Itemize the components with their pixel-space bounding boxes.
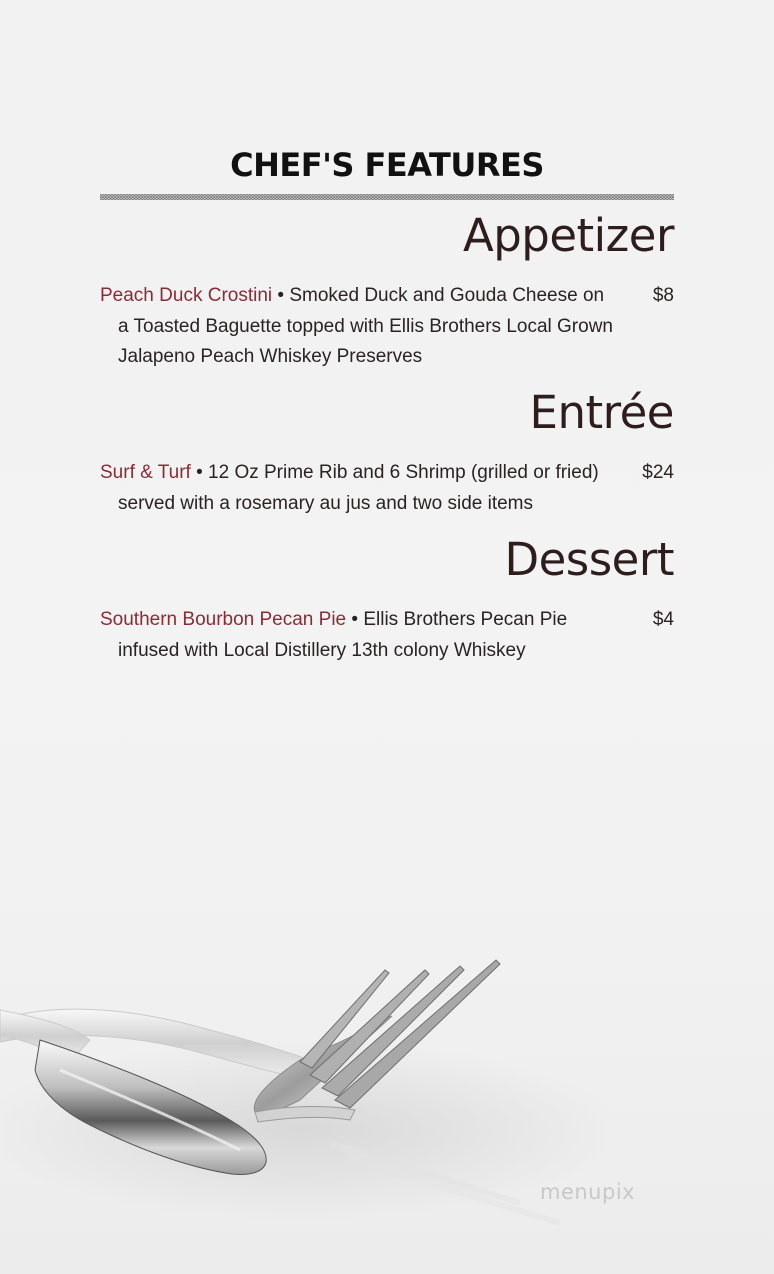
watermark: menupix [540, 1180, 636, 1204]
section-appetizer [100, 210, 674, 373]
knife-and-fork-icon [0, 900, 774, 1274]
item-description: Ellis Brothers Pecan Pie infused with Local Distillery 13th colony Whiskey [118, 609, 568, 661]
dotted-divider [100, 194, 674, 200]
item-separator: • [272, 285, 290, 306]
item-price: $24 [642, 462, 674, 483]
item-name: Southern Bourbon Pecan Pie [100, 609, 347, 630]
menu-item [100, 605, 674, 666]
item-description: Smoked Duck and Gouda Cheese on a Toasted Baguette topped with Ellis Brothers Local Grown Jalapeno Peach Whiskey Preserves [118, 285, 613, 367]
section-title: Dessert [504, 533, 674, 586]
item-price: $4 [652, 609, 674, 630]
section-entree [100, 387, 674, 519]
item-name: Peach Duck Crostini [100, 285, 273, 306]
item-separator: • [190, 462, 209, 483]
item-name: Surf & Turf [100, 462, 191, 483]
menu-item [100, 458, 674, 519]
section-title: Entrée [529, 386, 674, 439]
item-separator: • [346, 609, 364, 630]
item-description: 12 Oz Prime Rib and 6 Shrimp (grilled or fried) served with a rosemary au jus and two side items [118, 462, 599, 514]
menu-item [100, 281, 674, 373]
section-dessert [100, 534, 674, 666]
page-title: CHEF'S FEATURES [230, 146, 544, 184]
section-title: Appetizer [462, 209, 674, 262]
item-price: $8 [652, 285, 674, 306]
